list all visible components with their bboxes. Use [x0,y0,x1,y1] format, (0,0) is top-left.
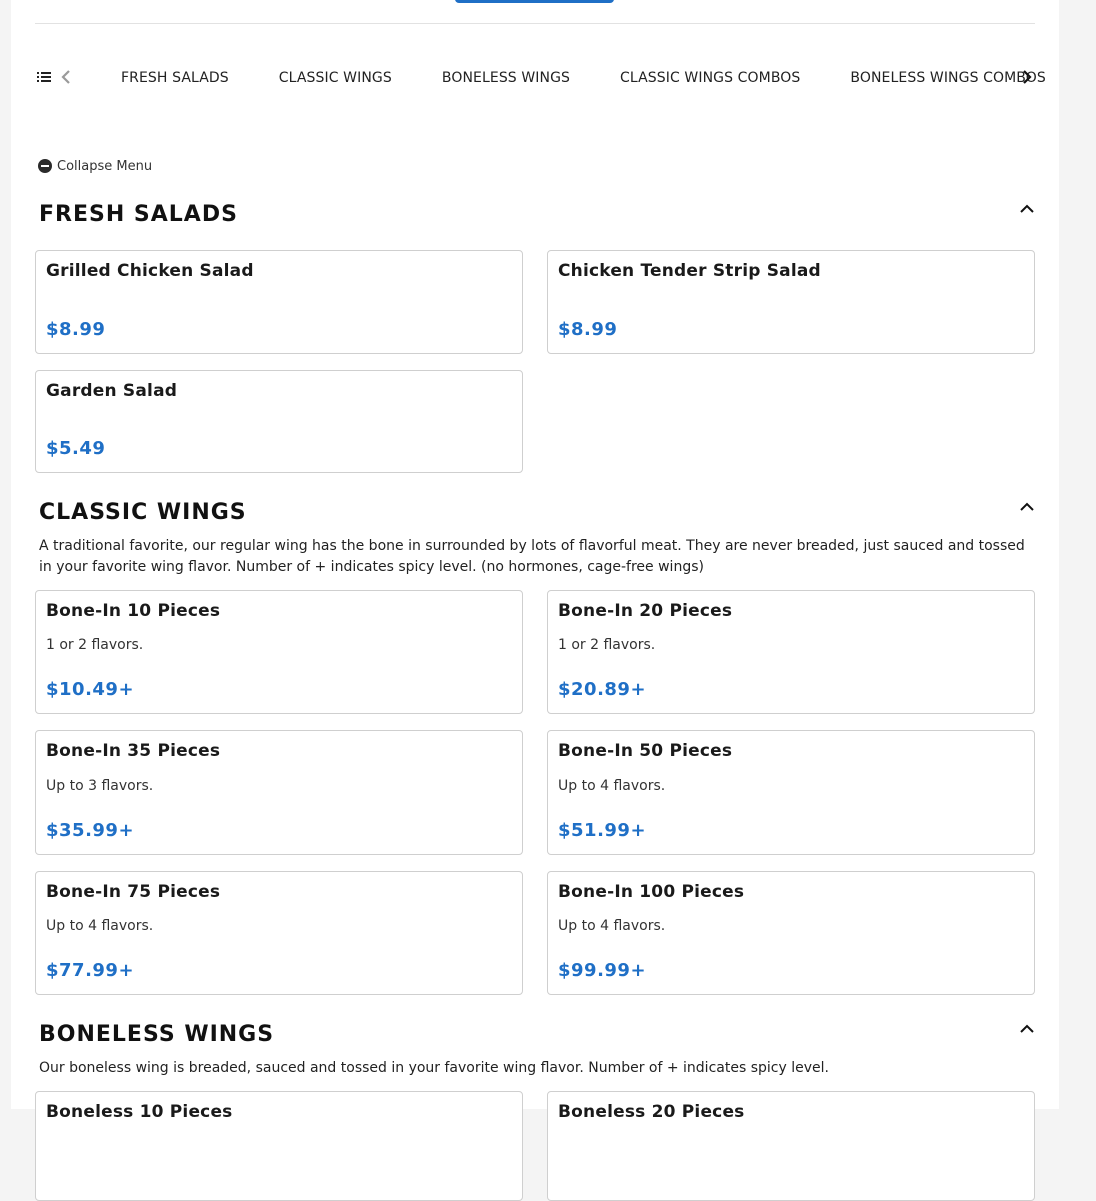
item-name: Boneless 10 Pieces [46,1102,233,1122]
divider [35,23,1035,24]
section-description: Our boneless wing is breaded, sauced and tossed in your favorite wing flavor. Number of + indicates spicy level. [39,1060,829,1076]
chevron-up-icon[interactable] [1019,1024,1035,1034]
collapse-menu-button[interactable] [38,157,152,175]
menu-item-card[interactable] [35,590,523,714]
item-description: Up to 4 flavors. [46,918,154,934]
item-description: Up to 3 flavors. [46,778,154,794]
item-price: $5.49 [46,438,106,459]
menu-item-card[interactable] [35,1091,523,1201]
chevron-up-icon[interactable] [1019,502,1035,512]
item-name: Bone-In 75 Pieces [46,882,221,902]
item-price: $51.99+ [558,820,647,841]
menu-item-card[interactable] [35,871,523,995]
chevron-up-icon[interactable] [1019,204,1035,214]
category-tabs [121,60,1046,96]
item-name: Bone-In 10 Pieces [46,601,221,621]
collapse-menu-label: Collapse Menu [57,158,153,174]
item-name: Grilled Chicken Salad [46,261,254,281]
item-name: Bone-In 20 Pieces [558,601,733,621]
tab-classic-wings-combos[interactable]: CLASSIC WINGS COMBOS [620,70,801,86]
item-description: Up to 4 flavors. [558,918,666,934]
menu-item-card[interactable] [35,730,523,855]
item-price: $35.99+ [46,820,135,841]
item-price: $8.99 [558,319,618,340]
section-title-boneless-wings: BONELESS WINGS [39,1022,275,1047]
item-price: $10.49+ [46,679,135,700]
item-name: Garden Salad [46,381,178,401]
item-name: Bone-In 50 Pieces [558,741,733,761]
section-title-classic-wings: CLASSIC WINGS [39,500,247,525]
top-action-button[interactable] [455,0,614,3]
category-nav [35,60,1046,96]
section-description: A traditional favorite, our regular wing has the bone in surrounded by lots of flavorful meat. They are never breaded, just sauced and tossed in your favorite wing flavor. Number of + indicates spicy level. (no hormones, cage-free wings) [39,538,1025,575]
menu-item-card[interactable] [35,370,523,473]
chevron-right-icon[interactable] [1021,69,1033,85]
item-description: Up to 4 flavors. [558,778,666,794]
item-name: Bone-In 100 Pieces [558,882,745,902]
tab-classic-wings[interactable]: CLASSIC WINGS [278,70,392,86]
list-icon[interactable] [37,70,51,84]
menu-item-card[interactable] [547,730,1035,855]
menu-page [11,0,1059,1122]
item-name: Chicken Tender Strip Salad [558,261,821,281]
item-price: $77.99+ [46,960,135,981]
tab-fresh-salads[interactable]: FRESH SALADS [121,70,229,86]
menu-item-card[interactable] [547,1091,1035,1201]
menu-item-card[interactable] [35,250,523,354]
tab-boneless-wings-combos[interactable]: BONELESS WINGS COMBOS [850,70,1046,86]
chevron-left-icon[interactable] [60,69,72,85]
item-price: $99.99+ [558,960,647,981]
item-price: $8.99 [46,319,106,340]
item-name: Bone-In 35 Pieces [46,741,221,761]
menu-item-card[interactable] [547,871,1035,995]
item-name: Boneless 20 Pieces [558,1102,745,1122]
minus-circle-icon [38,159,52,173]
menu-item-card[interactable] [547,250,1035,354]
item-description: 1 or 2 flavors. [558,637,656,653]
tab-boneless-wings[interactable]: BONELESS WINGS [441,70,571,86]
item-price: $20.89+ [558,679,647,700]
item-description: 1 or 2 flavors. [46,637,144,653]
section-title-fresh-salads: FRESH SALADS [39,202,238,227]
menu-item-card[interactable] [547,590,1035,714]
